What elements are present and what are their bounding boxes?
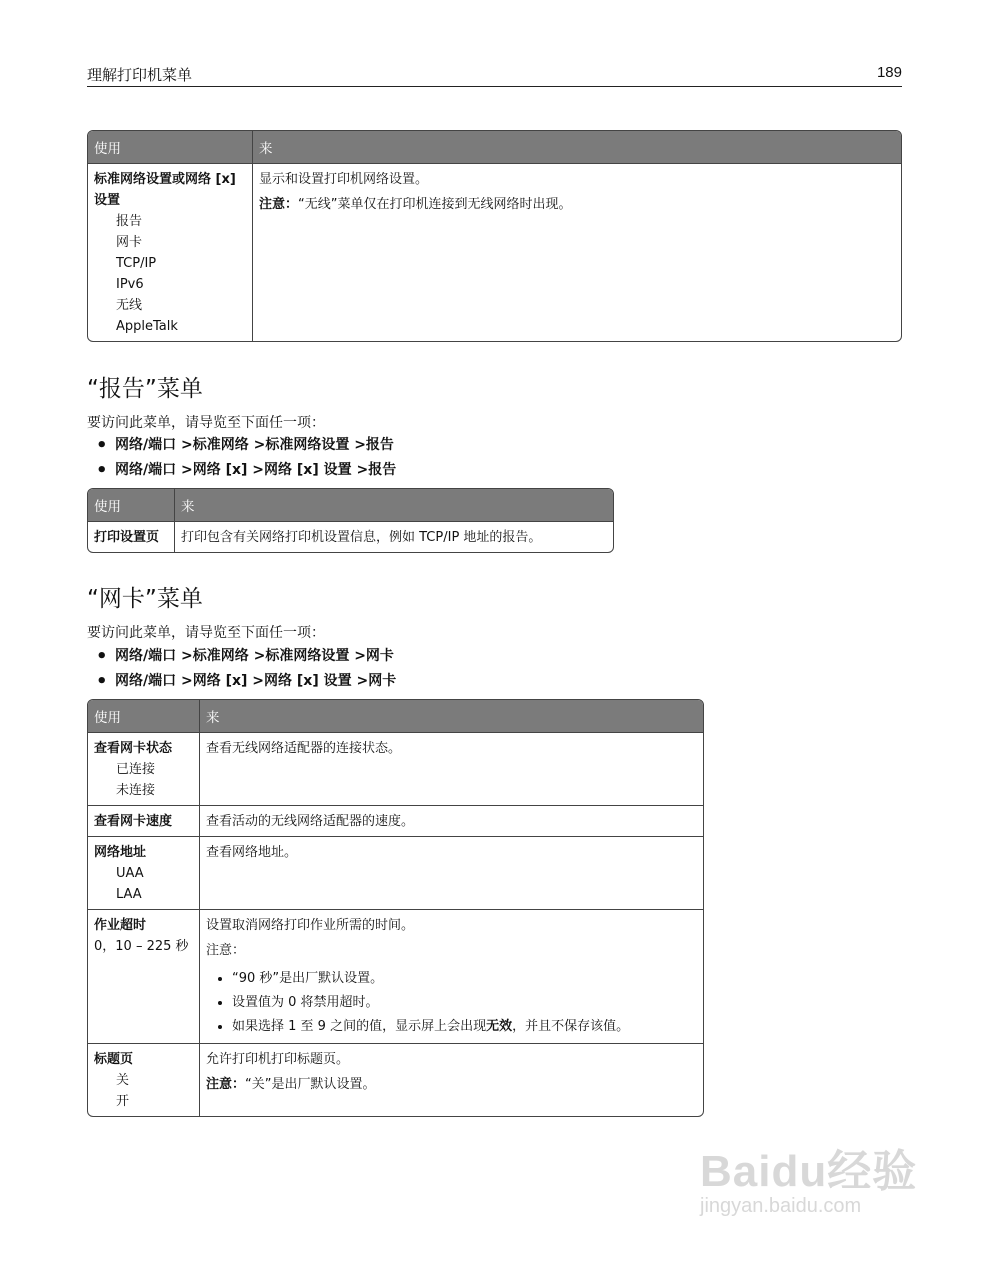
watermark (700, 1135, 917, 1218)
col-to-header: 来 (253, 131, 901, 163)
sub-item: 网卡 (116, 235, 143, 250)
sub-item: 关 (116, 1073, 130, 1088)
col-to-header: 来 (200, 700, 703, 732)
col-use-header: 使用 (88, 700, 200, 732)
table-header-row (88, 131, 901, 163)
sub-item: 未连接 (116, 783, 156, 798)
table-row (88, 1043, 703, 1116)
table-row (88, 836, 703, 909)
table-header-row (88, 489, 613, 521)
netcard-intro: 要访问此菜单，请导览至下面任一项： (87, 625, 325, 641)
note-label: 注意： (259, 197, 299, 212)
note-text: “关”是出厂默认设置。 (245, 1077, 376, 1092)
row-item: 标准网络设置或网络 [x] 设置 (94, 172, 236, 208)
list-item (232, 1015, 697, 1039)
row-description: 显示和设置打印机网络设置。 (259, 172, 429, 187)
table-row (88, 909, 703, 1043)
header-title: 理解打印机菜单 (87, 66, 193, 84)
netcard-heading: “网卡”菜单 (87, 586, 203, 612)
network-settings-table (87, 130, 902, 342)
col-use-header: 使用 (88, 489, 175, 521)
row-range: 0，10 – 225 秒 (94, 939, 189, 954)
note-bullets (206, 967, 697, 1039)
sub-item: UAA (116, 866, 144, 881)
row-description: 打印包含有关网络打印机设置信息，例如 TCP/IP 地址的报告。 (175, 521, 613, 552)
table-row (88, 732, 703, 805)
sub-item: IPv6 (116, 277, 144, 292)
row-item: 查看网卡速度 (88, 805, 200, 836)
table-row (88, 805, 703, 836)
note-text: “无线”菜单仅在打印机连接到无线网络时出现。 (298, 197, 572, 212)
nav-path: • 网络/端口 >标准网络 >标准网络设置 >报告 (87, 433, 396, 458)
reports-nav-list (87, 433, 396, 483)
page-number: 189 (876, 64, 902, 81)
table-row (88, 163, 901, 341)
col-to-header: 来 (175, 489, 613, 521)
row-item: 作业超时 (94, 918, 147, 933)
reports-heading: “报告”菜单 (87, 376, 203, 402)
sub-item: LAA (116, 887, 142, 902)
watermark-logo: Baidu经验 (700, 1147, 918, 1196)
col-use-header: 使用 (88, 131, 253, 163)
note-label: 注意： (206, 943, 246, 958)
row-note (259, 194, 895, 215)
row-note (206, 1074, 697, 1095)
list-item: • 设置值为 0 将禁用超时。 (232, 991, 697, 1015)
row-item: 网络地址 (94, 845, 147, 860)
netcard-table (87, 699, 704, 1117)
sub-item: TCP/IP (116, 256, 157, 271)
row-item: 标题页 (94, 1052, 134, 1067)
nav-path: • 网络/端口 >网络 [x] >网络 [x] 设置 >报告 (87, 458, 396, 483)
bullet-text: 如果选择 1 至 9 之间的值，显示屏上会出现 (232, 1019, 487, 1034)
sub-item: 报告 (116, 214, 143, 229)
sub-item: AppleTalk (116, 319, 178, 334)
sub-item: 开 (116, 1094, 130, 1109)
page-header (87, 60, 902, 87)
row-item: 打印设置页 (88, 521, 175, 552)
reports-table (87, 488, 614, 553)
table-header-row (88, 700, 703, 732)
nav-path: • 网络/端口 >标准网络 >标准网络设置 >网卡 (87, 644, 396, 669)
row-description: 查看活动的无线网络适配器的速度。 (200, 805, 703, 836)
row-description: 允许打印机打印标题页。 (206, 1052, 350, 1067)
watermark-url: jingyan.baidu.com (700, 1195, 862, 1217)
sub-item: 无线 (116, 298, 143, 313)
reports-intro: 要访问此菜单，请导览至下面任一项： (87, 415, 325, 431)
sub-item: 已连接 (116, 762, 156, 777)
row-description: 查看无线网络适配器的连接状态。 (200, 732, 703, 805)
bullet-bold-text: 无效 (486, 1019, 513, 1034)
row-description: 查看网络地址。 (200, 836, 703, 909)
note-label: 注意： (206, 1077, 246, 1092)
bullet-text: ，并且不保存该值。 (512, 1019, 630, 1034)
netcard-nav-list (87, 644, 396, 694)
nav-path: • 网络/端口 >网络 [x] >网络 [x] 设置 >网卡 (87, 669, 396, 694)
row-description: 设置取消网络打印作业所需的时间。 (206, 918, 415, 933)
list-item: • “90 秒”是出厂默认设置。 (232, 967, 697, 991)
row-item: 查看网卡状态 (94, 741, 173, 756)
table-row (88, 521, 613, 552)
